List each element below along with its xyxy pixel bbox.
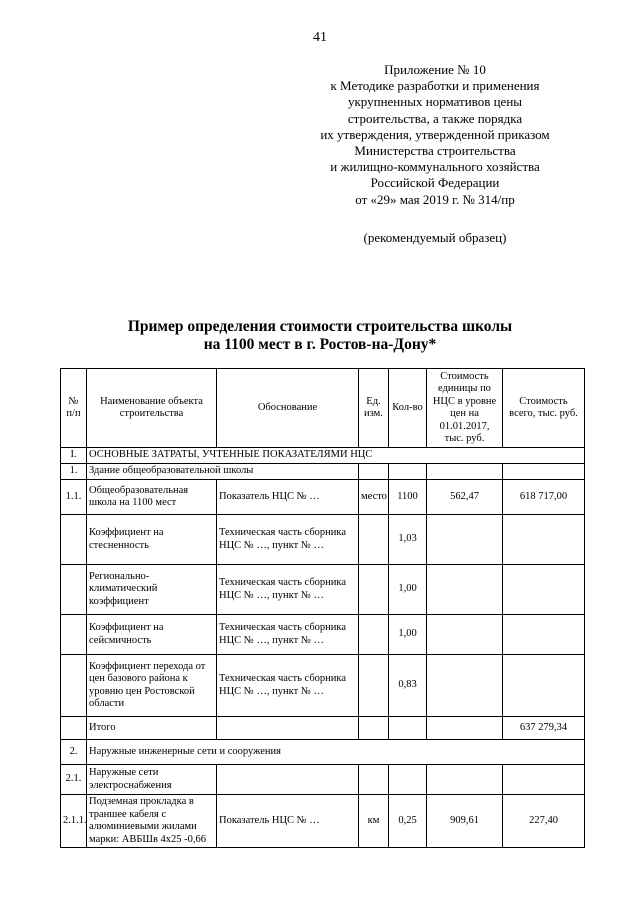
appendix-line: укрупненных нормативов цены: [347, 94, 523, 110]
row-unit: [359, 565, 389, 615]
row-basis: [217, 717, 359, 740]
row-num: [61, 717, 87, 740]
row-qty: 1,00: [389, 565, 427, 615]
row-unit: [359, 655, 389, 717]
row-unit-cost: [427, 515, 503, 565]
header-unit-cost: Стоимость единицы по НЦС в уровне цен на 01.01.2017, тыс. руб.: [427, 369, 503, 448]
appendix-block: [300, 62, 570, 246]
appendix-line: к Методике разработки и применения: [330, 78, 540, 94]
row-basis: Техническая часть сборника НЦС № …, пункт № …: [217, 515, 359, 565]
row-unit-cost: [427, 615, 503, 655]
appendix-line: Российской Федерации: [370, 175, 500, 191]
row-unit: км: [359, 795, 389, 848]
row-name: Наружные инженерные сети и сооружения: [87, 740, 585, 765]
row-unit: место: [359, 480, 389, 515]
row-total-cost: [503, 655, 585, 717]
row-qty: 1,03: [389, 515, 427, 565]
row-qty: [389, 765, 427, 795]
row-total-cost: 637 279,34: [503, 717, 585, 740]
row-name: Коэффициент на стесненность: [87, 515, 217, 565]
row-total-cost: 227,40: [503, 795, 585, 848]
row-num: 1.1.: [61, 480, 87, 515]
row-basis: Техническая часть сборника НЦС № …, пункт № …: [217, 615, 359, 655]
header-num: № п/п: [61, 369, 87, 448]
row-name: Наружные сети электроснабжения: [87, 765, 217, 795]
row-unit: [359, 765, 389, 795]
row-unit-cost: 562,47: [427, 480, 503, 515]
appendix-line: от «29» мая 2019 г. № 314/пр: [355, 191, 515, 207]
row-name: Общеобразовательная школа на 1100 мест: [87, 480, 217, 515]
row-unit: [359, 515, 389, 565]
table-row: [61, 464, 585, 480]
row-num: [61, 515, 87, 565]
row-name: ОСНОВНЫЕ ЗАТРАТЫ, УЧТЕННЫЕ ПОКАЗАТЕЛЯМИ НЦС: [87, 448, 585, 464]
table-header-row: [61, 369, 585, 448]
row-unit-cost: [427, 717, 503, 740]
table-row: [61, 740, 585, 765]
header-name: Наименование объекта строительства: [87, 369, 217, 448]
appendix-line: и жилищно-коммунального хозяйства: [330, 159, 540, 175]
row-num: 2.1.1.: [61, 795, 87, 848]
row-total-cost: [503, 515, 585, 565]
row-total-cost: [503, 565, 585, 615]
row-basis: Техническая часть сборника НЦС № …, пункт № …: [217, 655, 359, 717]
header-total-cost: Стоимость всего, тыс. руб.: [503, 369, 585, 448]
row-name: Коэффициент на сейсмичность: [87, 615, 217, 655]
table-row: [61, 565, 585, 615]
table-row: [61, 448, 585, 464]
row-qty: 1,00: [389, 615, 427, 655]
header-qty: Кол-во: [389, 369, 427, 448]
row-num: [61, 655, 87, 717]
row-unit-cost: [427, 565, 503, 615]
table-row: [61, 480, 585, 515]
empty-cell: [389, 464, 427, 480]
header-basis: Обоснование: [217, 369, 359, 448]
row-qty: [389, 717, 427, 740]
sample-note: (рекомендуемый образец): [363, 229, 507, 245]
row-qty: 1100: [389, 480, 427, 515]
table-row: [61, 655, 585, 717]
row-unit-cost: [427, 655, 503, 717]
page-number: 41: [313, 30, 327, 45]
row-name: Коэффициент перехода от цен базового района к уровню цен Ростовской области: [87, 655, 217, 717]
table-row: [61, 615, 585, 655]
table-row: [61, 795, 585, 848]
row-unit: [359, 717, 389, 740]
row-total-cost: 618 717,00: [503, 480, 585, 515]
appendix-line: Приложение № 10: [384, 62, 486, 77]
row-num: [61, 615, 87, 655]
row-total-cost: [503, 615, 585, 655]
row-basis: [217, 765, 359, 795]
row-num: 1.: [61, 464, 87, 480]
row-name: Здание общеобразовательной школы: [87, 464, 359, 480]
row-unit-cost: 909,61: [427, 795, 503, 848]
row-basis: Техническая часть сборника НЦС № …, пункт № …: [217, 565, 359, 615]
row-unit-cost: [427, 765, 503, 795]
empty-cell: [359, 464, 389, 480]
row-total-cost: [503, 765, 585, 795]
row-name: Подземная прокладка в траншее кабеля с алюминиевыми жилами марки: АВБШв 4х25 -0,66: [87, 795, 217, 848]
cost-table: [60, 368, 585, 848]
title-line-2: на 1100 мест в г. Ростов-на-Дону*: [203, 336, 437, 353]
appendix-line: строительства, а также порядка: [347, 110, 523, 126]
row-num: I.: [61, 448, 87, 464]
row-basis: Показатель НЦС № …: [217, 480, 359, 515]
row-name: Итого: [87, 717, 217, 740]
row-num: 2.1.: [61, 765, 87, 795]
row-num: [61, 565, 87, 615]
row-unit: [359, 615, 389, 655]
row-num: 2.: [61, 740, 87, 765]
table-row: [61, 717, 585, 740]
table-row: [61, 765, 585, 795]
table-row: [61, 515, 585, 565]
title-line-1: Пример определения стоимости строительства школы: [127, 318, 513, 335]
header-unit: Ед. изм.: [359, 369, 389, 448]
appendix-line: их утверждения, утвержденной приказом: [320, 126, 550, 142]
row-qty: 0,25: [389, 795, 427, 848]
row-qty: 0,83: [389, 655, 427, 717]
row-name: Регионально-климатический коэффициент: [87, 565, 217, 615]
document-title: [60, 318, 580, 354]
appendix-line: Министерства строительства: [354, 143, 516, 159]
row-basis: Показатель НЦС № …: [217, 795, 359, 848]
empty-cell: [503, 464, 585, 480]
empty-cell: [427, 464, 503, 480]
